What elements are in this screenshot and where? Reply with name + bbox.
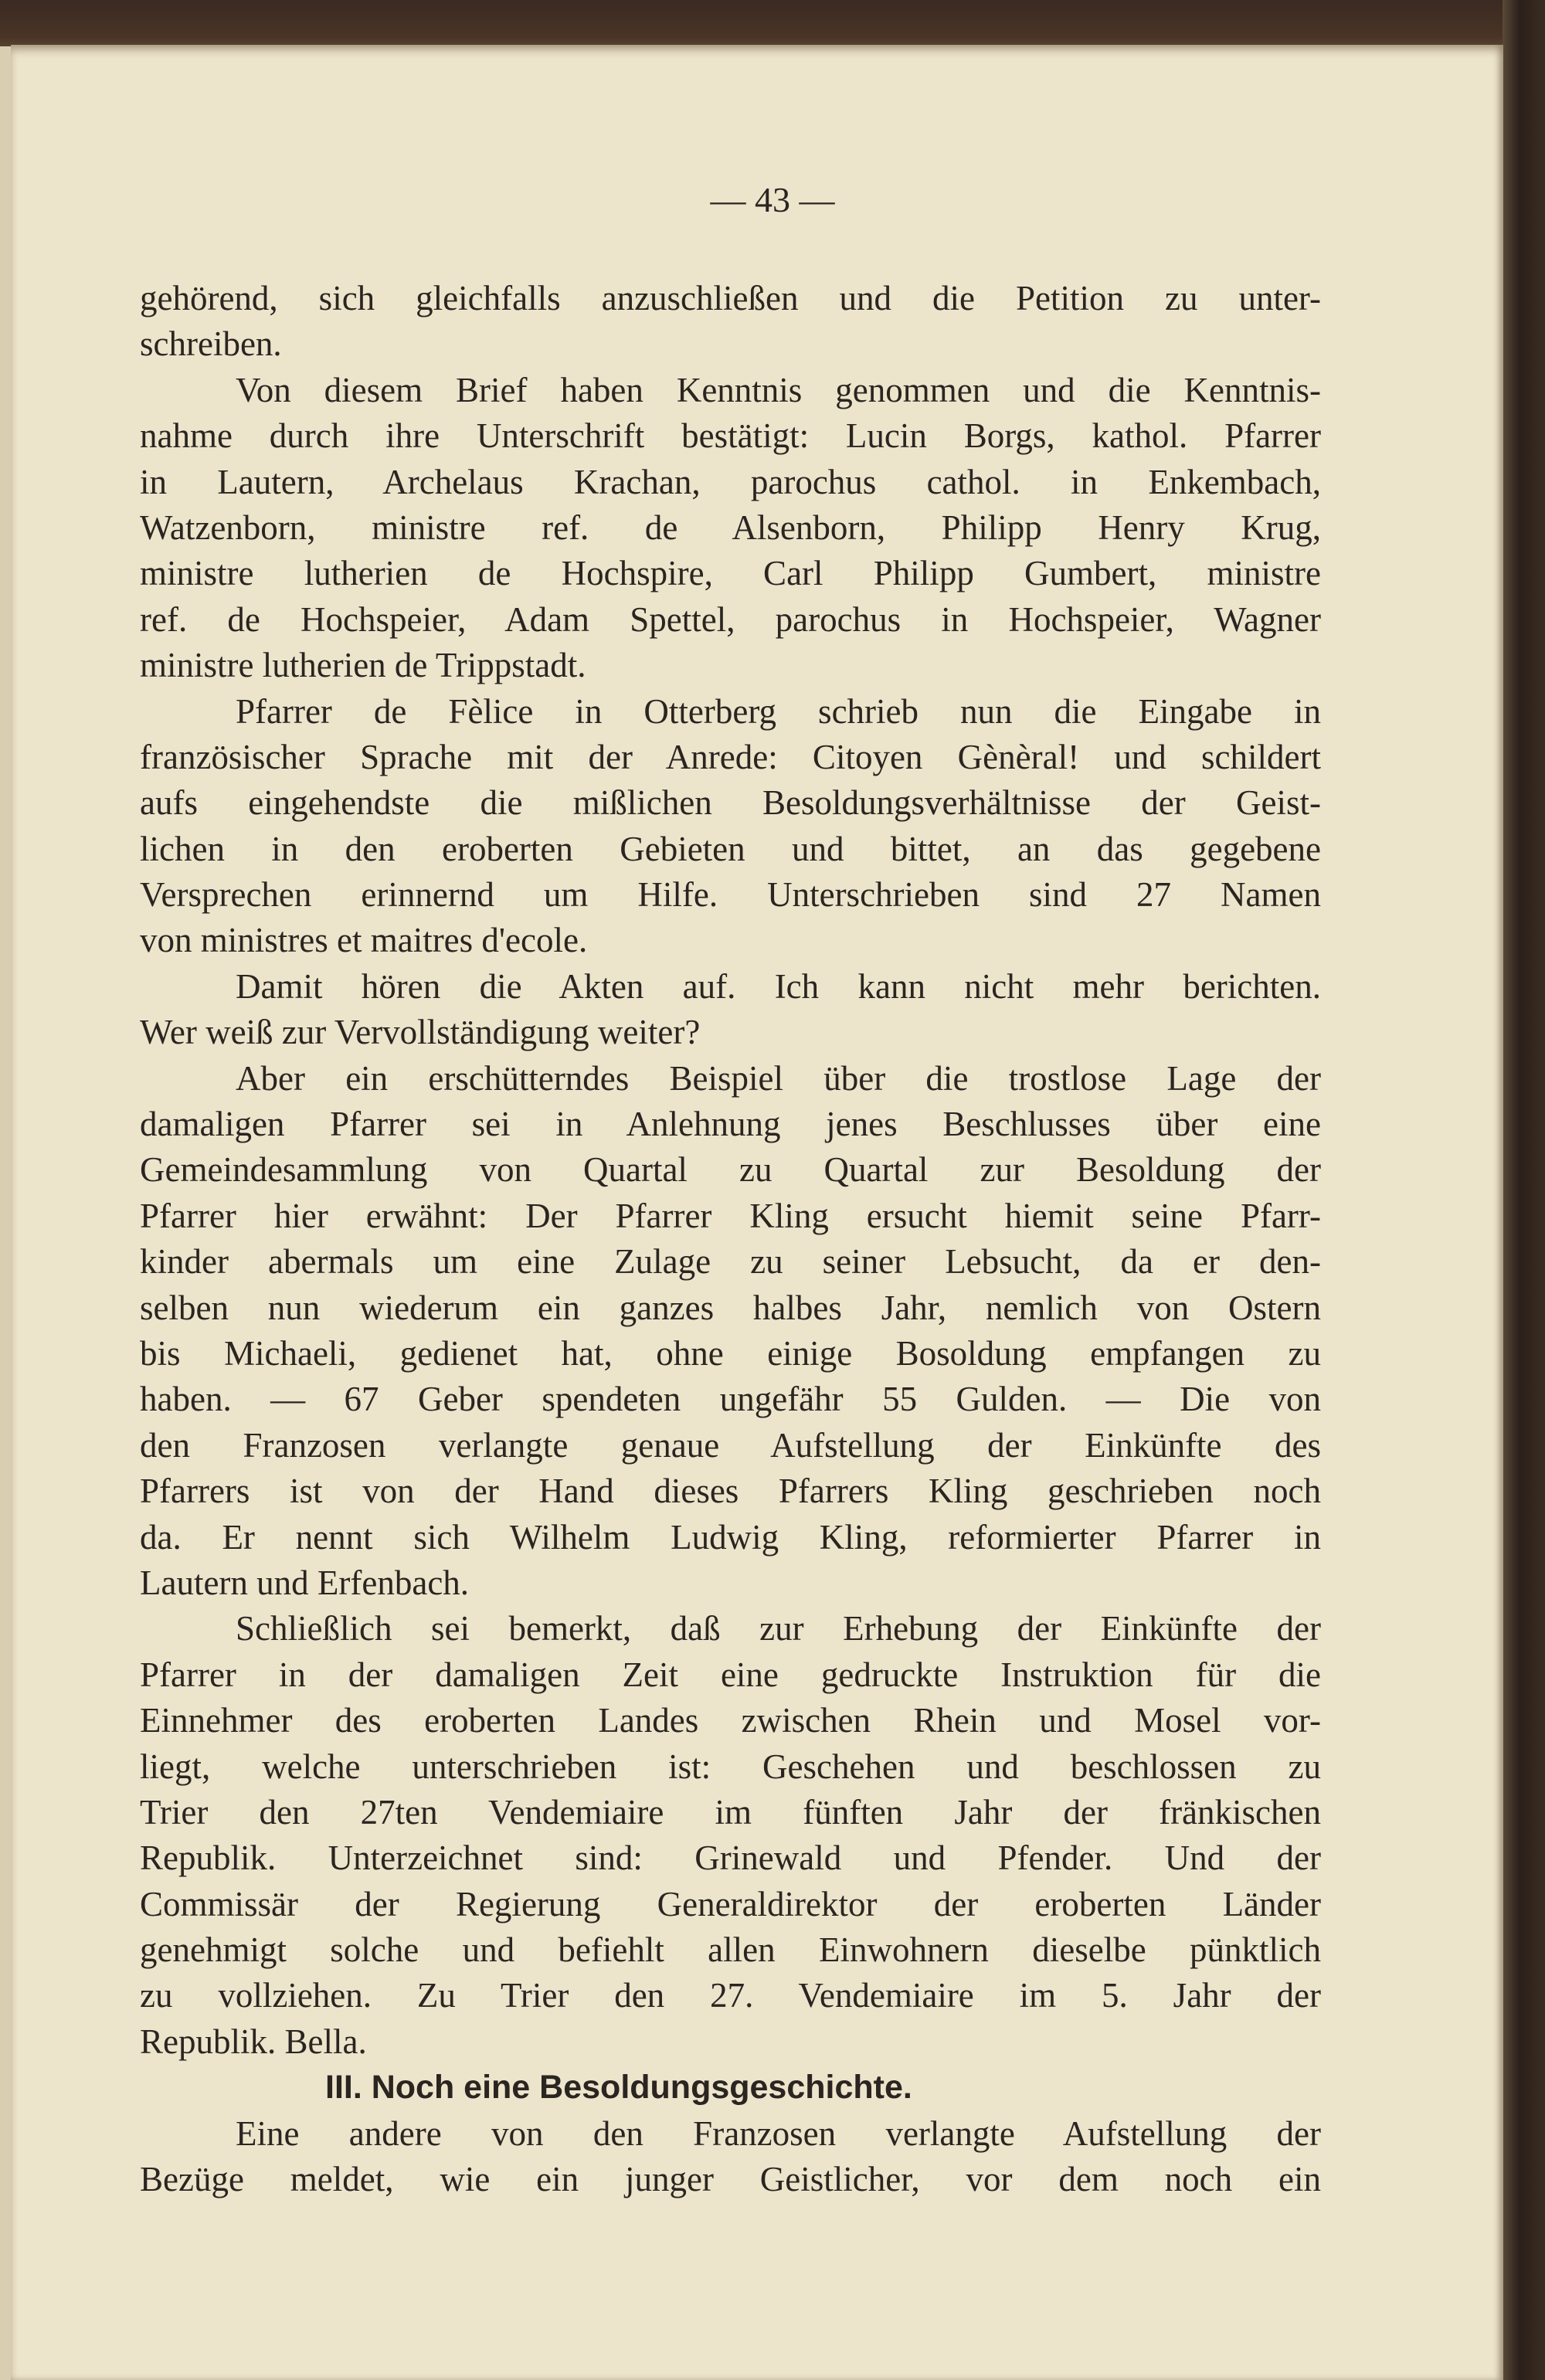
text-line: Lautern und Erfenbach. [140,1563,470,1602]
text-line: schreiben. [140,324,282,364]
text-line: Versprechen erinnernd um Hilfe. Unterschrieben sind 27 Namen [140,875,1321,915]
text-line: Eine andere von den Franzosen verlangte Aufstellung der [236,2113,1321,2153]
text-line: Aber ein erschütterndes Beispiel über die trostlose Lage der [236,1058,1321,1098]
text-line: Einnehmer des eroberten Landes zwischen Rhein und Mosel vor- [140,1701,1321,1740]
text-line: den Franzosen verlangte genaue Aufstellung der Einkünfte des [140,1425,1321,1465]
text-line: von ministres et maitres d'ecole. [140,921,588,960]
text-line: Watzenborn, ministre ref. de Alsenborn, Philipp Henry Krug, [140,508,1321,547]
text-line: Trier den 27ten Vendemiaire im fünften Jahr der fränkischen [140,1792,1321,1832]
text-line: aufs eingehendste die mißlichen Besoldungsverhältnisse der Geist- [140,783,1321,823]
text-line: selben nun wiederum ein ganzes halbes Jahr, nemlich von Ostern [140,1288,1321,1327]
text-line: Von diesem Brief haben Kenntnis genommen und die Kenntnis- [236,370,1321,409]
text-line: in Lautern, Archelaus Krachan, parochus cathol. in Enkembach, [140,462,1321,501]
text-line: Commissär der Regierung Generaldirektor der eroberten Länder [140,1884,1321,1923]
text-line: ministre lutherien de Hochspire, Carl Philipp Gumbert, ministre [140,554,1321,593]
text-line: da. Er nennt sich Wilhelm Ludwig Kling, reformierter Pfarrer in [140,1517,1321,1557]
text-line: Damit hören die Akten auf. Ich kann nicht mehr berichten. [236,966,1321,1006]
text-line: ministre lutherien de Trippstadt. [140,646,586,685]
text-line: lichen in den eroberten Gebieten und bittet, an das gegebene [140,829,1321,868]
text-line: Pfarrer de Fèlice in Otterberg schrieb nun die Eingabe in [236,691,1321,731]
section-heading: III. Noch eine Besoldungsgeschichte. [325,2069,912,2107]
text-line: Bezüge meldet, wie ein junger Geistlicher, vor dem noch ein [140,2160,1321,2199]
text-line: damaligen Pfarrer sei in Anlehnung jenes Beschlusses über eine [140,1105,1321,1144]
text-line: liegt, welche unterschrieben ist: Geschehen und beschlossen zu [140,1747,1321,1786]
text-line: Pfarrer hier erwähnt: Der Pfarrer Kling ersucht hiemit seine Pfarr- [140,1196,1321,1235]
text-line: Wer weiß zur Vervollständigung weiter? [140,1013,701,1052]
text-line: Pfarrers ist von der Hand dieses Pfarrers Kling geschrieben noch [140,1472,1321,1511]
text-line: Republik. Bella. [140,2022,367,2061]
text-line: genehmigt solche und befiehlt allen Einwohnern dieselbe pünktlich [140,1930,1321,1970]
page-edge [0,46,11,2380]
text-line: nahme durch ihre Unterschrift bestätigt: Lucin Borgs, kathol. Pfarrer [140,416,1321,456]
text-line: bis Michaeli, gedienet hat, ohne einige Bosoldung empfangen zu [140,1333,1321,1373]
body-text [140,276,1321,2202]
text-line: Gemeindesammlung von Quartal zu Quartal zur Besoldung der [140,1150,1321,1190]
text-line: gehörend, sich gleichfalls anzuschließen und die Petition zu unter- [140,279,1321,317]
text-line: Republik. Unterzeichnet sind: Grinewald und Pfender. Und der [140,1838,1321,1878]
text-line: Schließlich sei bemerkt, daß zur Erhebung der Einkünfte der [236,1609,1321,1648]
text-line: Pfarrer in der damaligen Zeit eine gedruckte Instruktion für die [140,1655,1321,1694]
book-cover-right [1503,0,1545,2380]
text-line: französischer Sprache mit der Anrede: Citoyen Gènèral! und schildert [140,737,1321,776]
text-line: ref. de Hochspeier, Adam Spettel, parochus in Hochspeier, Wagner [140,599,1321,639]
text-line: kinder abermals um eine Zulage zu seiner Lebsucht, da er den- [140,1242,1321,1282]
page-number: — 43 — [710,180,835,219]
text-line: haben. — 67 Geber spendeten ungefähr 55 Gulden. — Die von [140,1380,1321,1419]
text-line: zu vollziehen. Zu Trier den 27. Vendemiaire im 5. Jahr der [140,1976,1321,2015]
